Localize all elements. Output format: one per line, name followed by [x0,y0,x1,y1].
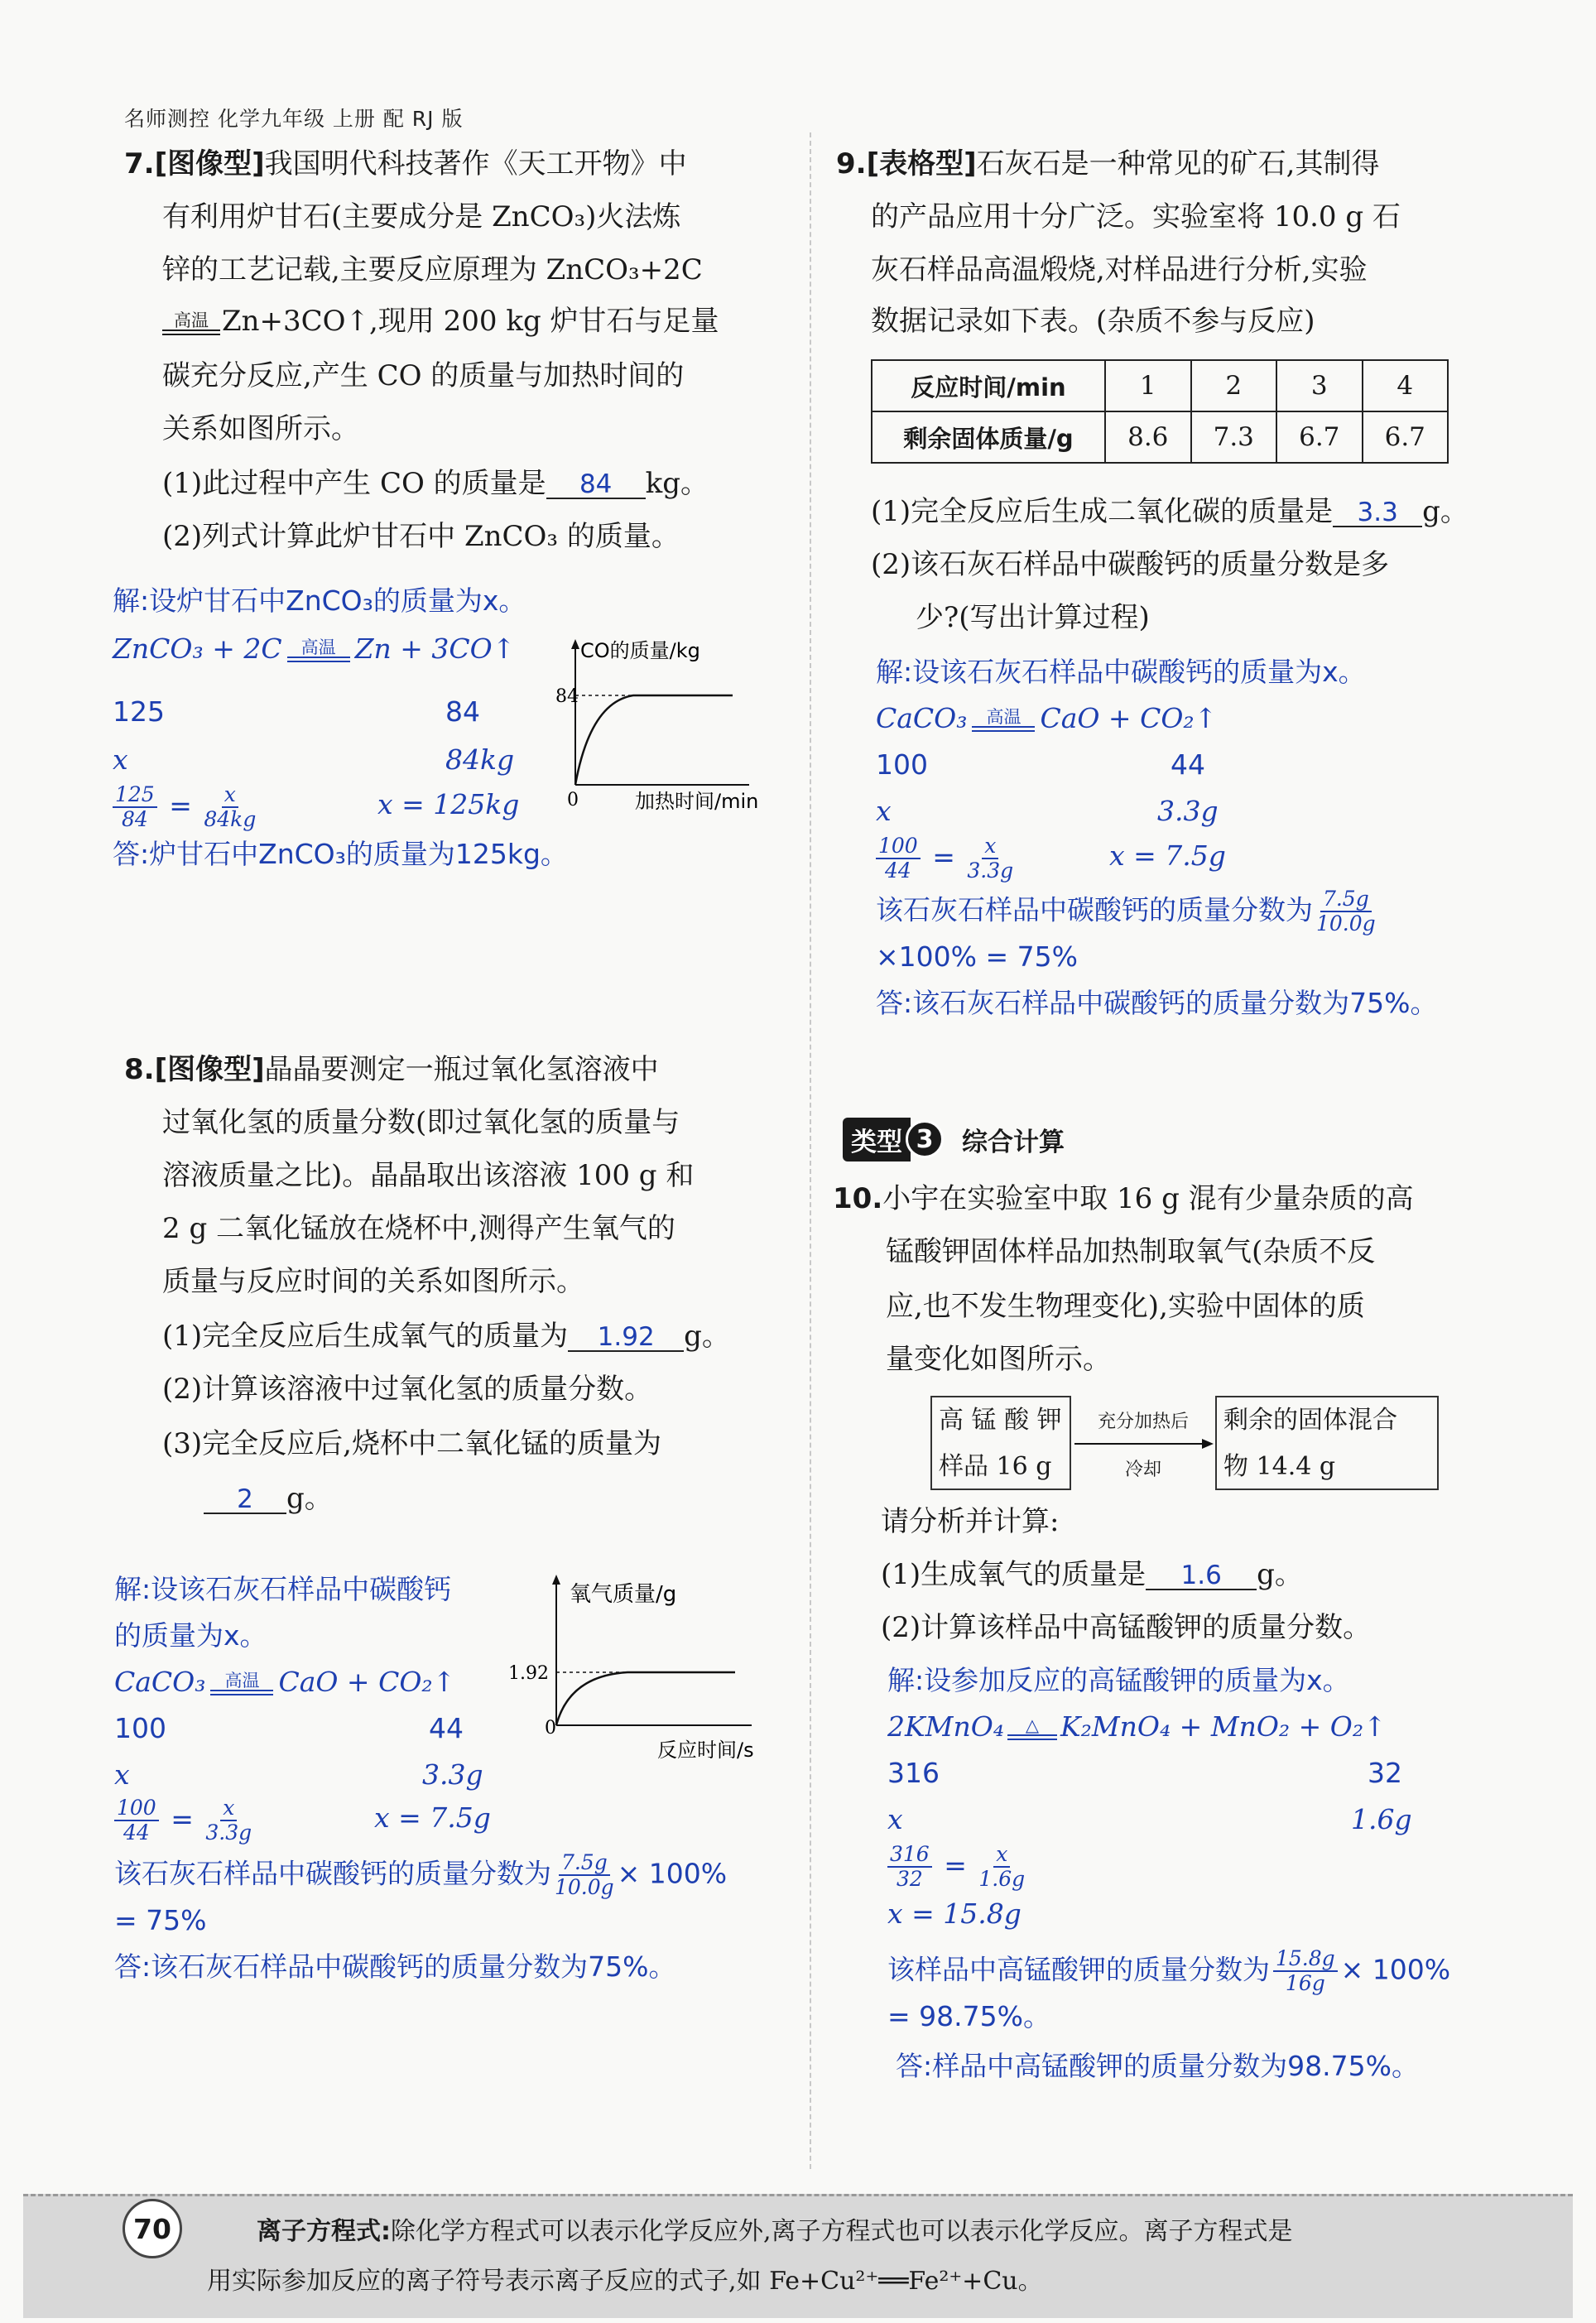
q8-sol-intro-2: 的质量为x。 [114,1619,267,1652]
q7-line-6: 关系如图所示。 [162,412,359,445]
q7-graph-yval: 84 [555,686,579,707]
q8-graph-origin: 0 [545,1718,556,1739]
flow-box-sample-line-2: 样品 16 g [939,1452,1052,1481]
q9-sol-result: x = 7.5g [1109,839,1226,872]
q8-sol-intro: 解:设该石灰石样品中碳酸钙 [114,1573,452,1605]
table-header-mass: 剩余固体质量/g [872,411,1105,463]
q8-line-1: 8.[图像型]晶晶要测定一瓶过氧化氢溶液中 [124,1053,659,1086]
q9-line-3: 灰石样品高温煅烧,对样品进行分析,实验 [871,253,1368,286]
flow-box-sample-line-1: 高 锰 酸 钾 [939,1406,1062,1435]
flow-box-sample [930,1396,1071,1490]
q8-line-2: 过氧化氢的质量分数(即过氧化氢的质量与 [162,1106,680,1139]
q9-sol-r2b: 3.3g [1157,795,1219,827]
q10-sol-r2a: x [887,1803,903,1835]
q10-sub-1: (1)生成氧气的质量是 1.6 g。 [881,1558,1303,1591]
q7-sol-r2a: x [113,743,128,776]
q9-line-4: 数据记录如下表。(杂质不参与反应) [871,305,1315,338]
q10-sol-intro: 解:设参加反应的高锰酸钾的质量为x。 [887,1664,1350,1696]
q8-sol-r2b: 3.3g [422,1758,483,1791]
table-cell: 4 [1363,360,1449,411]
q10-sol-r2b: 1.6g [1351,1803,1412,1835]
q9-line-1: 9.[表格型]石灰石是一种常见的矿石,其制得 [836,147,1380,180]
q10-sol-r1a: 316 [887,1757,940,1789]
q7-sol-proportion: $\frac{125}{84}$ = $\frac{x}{84kg}$ [109,783,259,831]
q7-sub-1: (1)此过程中产生 CO 的质量是 84 kg。 [162,467,709,500]
q7-sub-2: (2)列式计算此炉甘石中 ZnCO₃ 的质量。 [162,520,680,553]
q8-graph-xlabel: 反应时间/s [657,1739,754,1762]
q7-line-3: 锌的工艺记载,主要反应原理为 ZnCO₃+2C [162,253,703,286]
q8-sol-75: = 75% [114,1904,207,1936]
q7-line-4: 高温 Zn+3CO↑,现用 200 kg 炉甘石与足量 [162,303,719,339]
table-row [872,360,1448,411]
q8-sol-r1b: 44 [429,1712,464,1744]
q8-sol-r2a: x [114,1758,130,1791]
q7-sol-result: x = 125kg [377,788,520,820]
q9-sol-intro: 解:设该石灰石样品中碳酸钙的质量为x。 [876,656,1366,688]
q9-data-table [871,359,1449,464]
q8-sol-proportion: $\frac{100}{44}$ = $\frac{x}{3.3g}$ [111,1796,255,1844]
q8-answer-3: 2 [204,1486,286,1514]
q9-sub-1: (1)完全反应后生成二氧化碳的质量是 3.3 g。 [871,495,1469,528]
q7-line-5: 碳充分反应,产生 CO 的质量与加热时间的 [162,359,685,392]
q10-sol-fraction-line: 该样品中高锰酸钾的质量分数为 $\frac{15.8g}{16g}$ × 100% [887,1946,1451,1995]
q7-graph-origin: 0 [567,790,579,810]
q8-sub-3-blank: 2 g。 [204,1480,333,1517]
q7-graph [542,636,807,818]
q9-sol-equation: CaCO₃ 高温 CaO + CO₂↑ [876,702,1218,734]
q10-line-3: 应,也不发生物理变化),实验中固体的质 [886,1290,1365,1323]
q9-sol-r1b: 44 [1171,748,1205,781]
q9-line-2: 的产品应用十分广泛。实验室将 10.0 g 石 [871,200,1401,233]
type-title: 综合计算 [962,1127,1065,1157]
q9-sol-answer: 答:该石灰石样品中碳酸钙的质量分数为75%。 [876,987,1438,1019]
q7-sol-equation: ZnCO₃ + 2C 高温 Zn + 3CO↑ [113,632,516,665]
q7-sol-answer: 答:炉甘石中ZnCO₃的质量为125kg。 [113,838,568,870]
table-cell: 2 [1191,360,1277,411]
q8-sub-1: (1)完全反应后生成氧气的质量为 1.92 g。 [162,1320,730,1353]
q7-line-1: 7.[图像型]我国明代科技著作《天工开物》中 [124,147,687,180]
q10-line-1: 10.小宇在实验室中取 16 g 混有少量杂质的高 [833,1182,1414,1215]
flow-arrow-bottom: 冷却 [1124,1460,1161,1480]
flow-box-residue-line-2: 物 14.4 g [1223,1452,1336,1481]
section-type-3 [843,1118,1065,1161]
q9-sub-2a: (2)该石灰石样品中碳酸钙的质量分数是多 [871,548,1390,581]
footer-line-2: 用实际参加反应的离子符号表示离子反应的式子,如 Fe+Cu²⁺══Fe²⁺+Cu。 [207,2267,1043,2296]
table-header-time: 反应时间/min [872,360,1105,411]
q8-line-3: 溶液质量之比)。晶晶取出该溶液 100 g 和 [162,1159,695,1192]
q8-sub-2: (2)计算该溶液中过氧化氢的质量分数。 [162,1373,653,1406]
table-row [872,411,1448,463]
table-cell: 1 [1105,360,1191,411]
q9-sol-r2a: x [876,795,892,827]
q7-line-2: 有利用炉甘石(主要成分是 ZnCO₃)火法炼 [162,200,681,233]
q8-sol-result: x = 7.5g [374,1801,491,1834]
q7-graph-xlabel: 加热时间/min [635,790,759,813]
q8-answer-1: 1.92 [568,1324,684,1352]
flow-arrow-top: 充分加热后 [1097,1412,1189,1432]
q10-sol-equation: 2KMnO₄ △ K₂MnO₄ + MnO₂ + O₂↑ [887,1710,1387,1743]
page-number: 70 [123,2199,182,2258]
table-cell: 7.3 [1191,411,1277,463]
type-number: 3 [906,1120,944,1158]
q9-sol-fraction-line: 该石灰石样品中碳酸钙的质量分数为 $\frac{7.5g}{10.0g}$ [876,887,1376,935]
q8-sol-answer: 答:该石灰石样品中碳酸钙的质量分数为75%。 [114,1950,676,1983]
q10-line-4: 量变化如图所示。 [886,1343,1111,1376]
q7-sol-intro: 解:设炉甘石中ZnCO₃的质量为x。 [113,584,526,617]
q8-sol-fraction-line: 该石灰石样品中碳酸钙的质量分数为 $\frac{7.5g}{10.0g}$ × 100% [114,1850,728,1899]
q10-sol-eq: = 98.75%。 [887,2000,1050,2032]
table-cell: 3 [1276,360,1363,411]
q10-sub-2: (2)计算该样品中高锰酸钾的质量分数。 [881,1611,1372,1644]
flow-box-residue-line-1: 剩余的固体混合 [1223,1406,1397,1435]
q7-sol-r1a: 125 [113,695,165,728]
type-label: 类型 [843,1118,911,1162]
q10-sol-r1b: 32 [1368,1757,1402,1789]
q7-graph-ylabel: CO的质量/kg [580,639,700,662]
q8-graph-yval: 1.92 [508,1663,549,1684]
q10-sol-proportion: $\frac{316}{32}$ = $\frac{x}{1.6g}$ [884,1843,1028,1891]
column-divider [810,132,811,2169]
q10-line-2: 锰酸钾固体样品加热制取氧气(杂质不反 [886,1235,1376,1268]
table-cell: 6.7 [1276,411,1363,463]
q10-sol-result: x = 15.8g [887,1897,1022,1930]
q7-sol-r2b: 84kg [445,743,515,776]
q8-graph-ylabel: 氧气质量/g [570,1582,677,1607]
q10-sol-answer: 答:样品中高锰酸钾的质量分数为98.75%。 [896,2050,1419,2082]
q8-graph [503,1571,801,1770]
q8-sol-r1a: 100 [114,1712,166,1744]
q7-sol-r1b: 84 [445,695,480,728]
q8-line-4: 2 g 二氧化锰放在烧杯中,测得产生氧气的 [162,1212,675,1245]
q9-sol-proportion: $\frac{100}{44}$ = $\frac{x}{3.3g}$ [873,834,1017,883]
q8-sub-3: (3)完全反应后,烧杯中二氧化锰的质量为 [162,1427,661,1460]
q7-answer-1: 84 [546,471,646,499]
table-cell: 6.7 [1363,411,1449,463]
footer-line-1: 离子方程式:除化学方程式可以表示化学反应外,离子方程式也可以表示化学反应。离子方程式是 [257,2217,1293,2246]
q8-sol-equation: CaCO₃ 高温 CaO + CO₂↑ [114,1666,456,1698]
table-cell: 8.6 [1105,411,1191,463]
q9-sol-times: ×100% = 75% [876,940,1078,973]
q8-line-5: 质量与反应时间的关系如图所示。 [162,1265,584,1298]
q9-sol-r1a: 100 [876,748,928,781]
flow-arrow-icon [1073,1437,1215,1450]
q9-answer-1: 3.3 [1333,499,1422,527]
q10-ask: 请分析并计算: [881,1505,1060,1538]
q10-answer-1: 1.6 [1146,1562,1257,1590]
flow-box-residue [1215,1396,1439,1490]
q9-sub-2b: 少?(写出计算过程) [916,601,1150,634]
page-header: 名师测控 化学九年级 上册 配 RJ 版 [124,107,464,131]
